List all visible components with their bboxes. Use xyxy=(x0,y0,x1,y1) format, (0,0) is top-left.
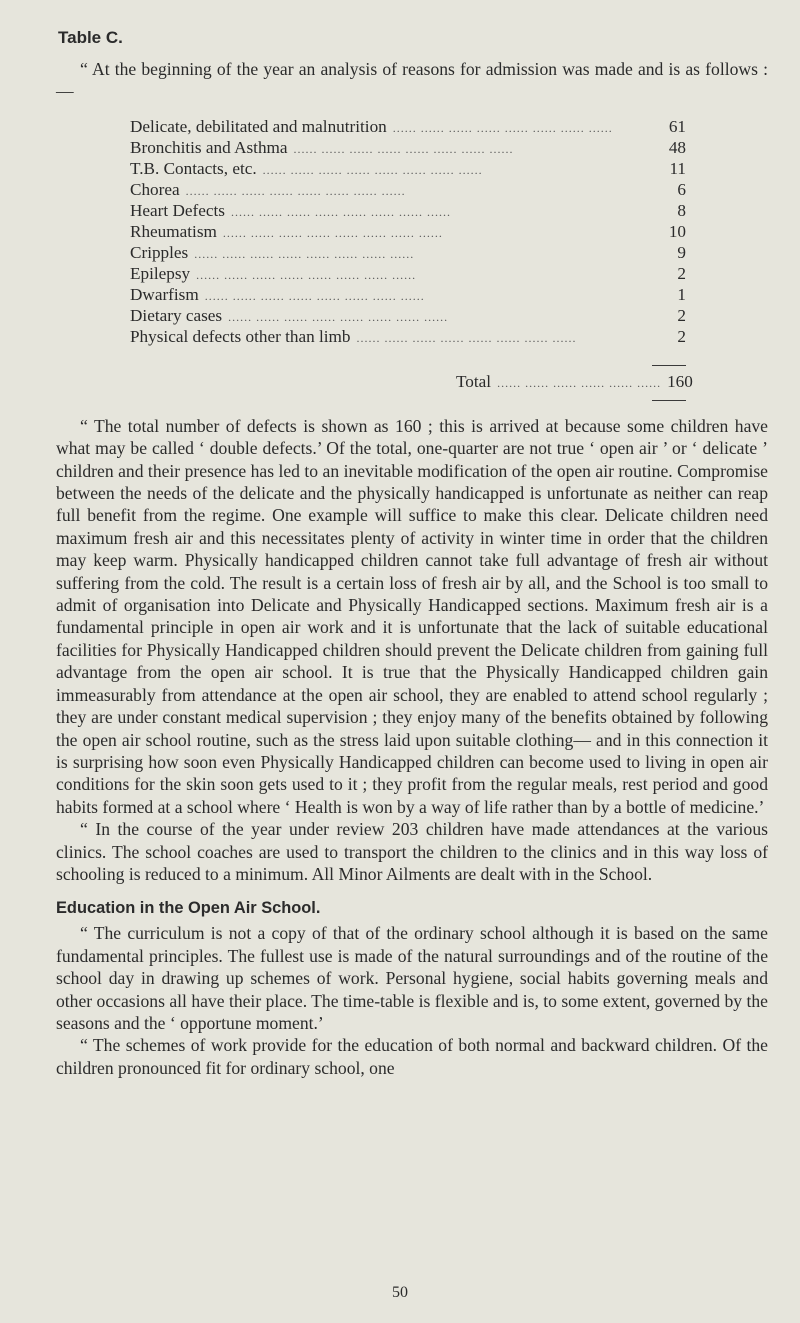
body-paragraph: “ In the course of the year under review 203 children have made attendances at the various clinics. The school coaches are used to transport the children to the clinics and in this way loss of schooling is reduced to a minimum. All Minor Ailments are dealt with in the School. xyxy=(56,819,768,884)
table-row xyxy=(130,264,686,285)
page-number: 50 xyxy=(392,1284,408,1301)
total-rule-top xyxy=(652,365,686,366)
total-leader: ...... ...... ...... ...... ...... ...... xyxy=(497,375,662,390)
table-row xyxy=(130,138,686,159)
section-paragraph: “ The schemes of work provide for the education of both normal and backward children. Of the children pronounced fit for ordinary school, one xyxy=(56,1035,768,1078)
total-value: 160 xyxy=(667,371,693,391)
defect-label: Physical defects other than limb xyxy=(130,326,351,346)
dot-leader: ...... ...... ...... ...... ...... ...... ...... ...... xyxy=(204,288,425,303)
defect-label: Chorea xyxy=(130,179,180,199)
section-heading: Education in the Open Air School. xyxy=(56,899,321,918)
defect-count: 10 xyxy=(668,221,686,241)
defect-label: Heart Defects xyxy=(130,200,225,220)
dot-leader: ...... ...... ...... ...... ...... ...... ...... ...... xyxy=(196,267,417,282)
total-label: Total xyxy=(456,371,492,391)
table-row xyxy=(130,159,686,180)
defect-label: Epilepsy xyxy=(130,263,191,283)
defect-label: Bronchitis and Asthma xyxy=(130,137,288,157)
dot-leader: ...... ...... ...... ...... ...... ...... ...... ...... xyxy=(185,183,406,198)
defect-count: 2 xyxy=(677,305,686,325)
defect-label: Cripples xyxy=(130,242,189,262)
table-rows xyxy=(130,117,686,348)
table-row xyxy=(130,180,686,201)
total-row xyxy=(130,371,693,392)
intro-paragraph: “ At the beginning of the year an analysis of reasons for admission was made and is as follows :— xyxy=(56,59,768,102)
dot-leader: ...... ...... ...... ...... ...... ...... ...... ...... xyxy=(230,204,451,219)
defect-count: 1 xyxy=(677,284,686,304)
table-row xyxy=(130,327,686,348)
dot-leader: ...... ...... ...... ...... ...... ...... ...... ...... xyxy=(228,309,449,324)
dot-leader: ...... ...... ...... ...... ...... ...... ...... ...... xyxy=(222,225,443,240)
table-row xyxy=(130,243,686,264)
defect-label: T.B. Contacts, etc. xyxy=(130,158,257,178)
section-paragraph: “ The curriculum is not a copy of that of the ordinary school although it is based on the same fundamental principles. The fullest use is made of the natural surroundings and of the routine of the school day in drawing up schemes of work. Personal hygiene, social habits governing meals and other occasions all have their place. The time-table is flexible and is, to some extent, governed by the seasons and the ‘ opportune moment.’ xyxy=(56,923,768,1033)
defect-label: Delicate, debilitated and malnutrition xyxy=(130,116,387,136)
table-row xyxy=(130,222,686,243)
dot-leader: ...... ...... ...... ...... ...... ...... ...... ...... xyxy=(293,141,514,156)
defect-count: 11 xyxy=(669,158,686,178)
dot-leader: ...... ...... ...... ...... ...... ...... ...... ...... xyxy=(356,330,577,345)
admission-reasons-table xyxy=(130,116,693,401)
defect-label: Dwarfism xyxy=(130,284,199,304)
dot-leader: ...... ...... ...... ...... ...... ...... ...... ...... xyxy=(392,120,613,135)
total-rule-bottom xyxy=(652,400,686,401)
document-page xyxy=(56,28,768,1079)
body-paragraph: “ The total number of defects is shown as 160 ; this is arrived at because some children have what may be called ‘ double defects.’ Of the total, one-quarter are not true ‘ open air ’ or ‘ delicate ’ children and their presence has led to an inevitable modification of the open air routine. Compromise between the needs of the delicate and the physically handicapped is unfortunate as neither can reap full benefit from the regime. One example will suffice to make this clear. Delicate children need maximum fresh air and this necessitates plenty of activity in winter time in order that the children may keep warm. Physically handicapped children cannot take full advantage of fresh air without suffering from the cold. The result is a certain loss of fresh air by all, and the School is too small to admit of organisation into Delicate and Physically Handicapped sections. Maximum fresh air is a fundamental principle in open air work and it is unfortunate that the lack of suitable educational facilities for Physically Handicapped children should prevent the Delicate children from gaining full advantage from the open air school. It is true that the Physically Handicapped children gain immeasurably from attendance at the open air school, they are enabled to attend school regularly ; they are under constant medical supervision ; they enjoy many of the benefits obtained by following the open air school routine, such as the stress laid upon suitable clothing— and in this connection it is surprising how soon even Physically Handicapped children can become used to living in open air conditions for the skin soon gets used to it ; they profit from the regular meals, rest period and good habits formed at a school where ‘ Health is won by a way of life rather than by a bottle of medicine.’ xyxy=(56,415,768,817)
defect-count: 6 xyxy=(677,179,686,199)
table-label: Table C. xyxy=(58,28,123,47)
defect-label: Dietary cases xyxy=(130,305,223,325)
defect-count: 2 xyxy=(677,263,686,283)
defect-count: 9 xyxy=(677,242,686,262)
defect-label: Rheumatism xyxy=(130,221,217,241)
defect-count: 61 xyxy=(668,116,686,136)
table-row xyxy=(130,306,686,327)
dot-leader: ...... ...... ...... ...... ...... ...... ...... ...... xyxy=(194,246,415,261)
table-row xyxy=(130,117,686,138)
dot-leader: ...... ...... ...... ...... ...... ...... ...... ...... xyxy=(262,162,483,177)
defect-count: 2 xyxy=(677,326,686,346)
table-row xyxy=(130,285,686,306)
table-row xyxy=(130,201,686,222)
defect-count: 48 xyxy=(668,137,686,157)
defect-count: 8 xyxy=(677,200,686,220)
